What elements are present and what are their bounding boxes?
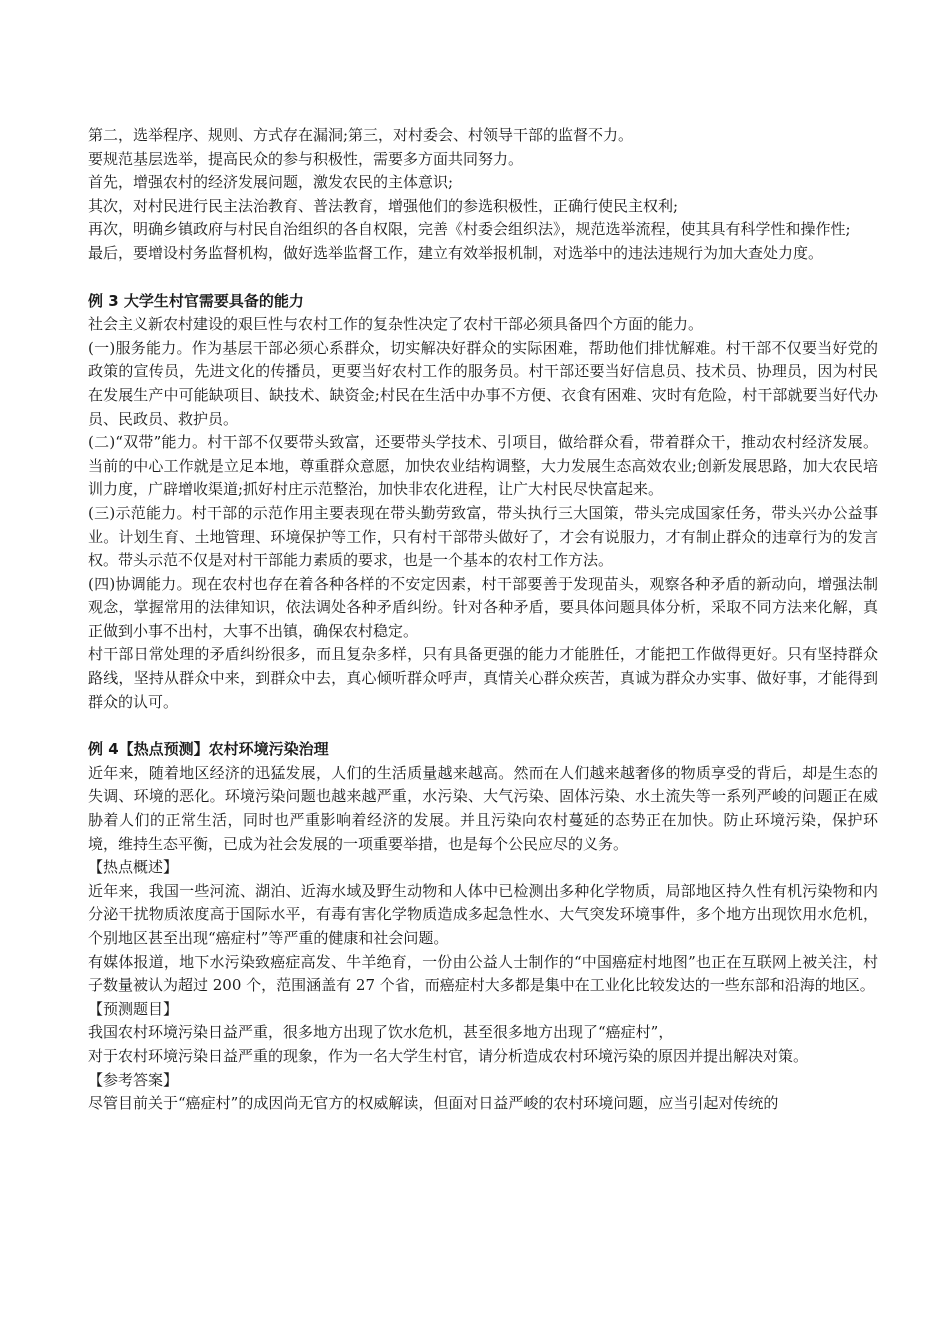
intro-line-2: 要规范基层选举，提高民众的参与积极性，需要多方面共同努力。 bbox=[88, 149, 524, 168]
intro-line-3: 首先，增强农村的经济发展问题，激发农民的主体意识; bbox=[88, 173, 454, 192]
document-page bbox=[88, 124, 878, 1116]
intro-line-6: 最后，要增设村务监督机构，做好选举监督工作，建立有效举报机制，对选举中的违法违规行为加大查处力度。 bbox=[88, 243, 824, 262]
reference-answer-label: 【参考答案】 bbox=[88, 1070, 179, 1089]
example4-paragraph-5: 对于农村环境污染日益严重的现象，作为一名大学生村官，请分析造成农村环境污染的原因并提出解决对策。 bbox=[88, 1046, 809, 1065]
hotspot-overview-label: 【热点概述】 bbox=[88, 858, 179, 877]
intro-line-5: 再次，明确乡镇政府与村民自治组织的各自权限，完善《村委会组织法》，规范选举流程，使其具有科学性和操作性; bbox=[88, 220, 851, 239]
example4-paragraph-2: 近年来，我国一些河流、湖泊、近海水域及野生动物和人体中已检测出多种化学物质，局部地区持久性有机污染物和内分泌干扰物质浓度高于国际水平，有毒有害化学物质造成多起急性水、大气突发环境事件，多个地方出现饮用水危机，个别地区甚至出现“癌症村”等严重的健康和社会问题。 bbox=[88, 881, 878, 947]
example4-paragraph-6: 尽管目前关于“癌症村”的成因尚无官方的权威解读，但面对日益严峻的农村环境问题，应当引起对传统的 bbox=[88, 1094, 779, 1113]
example3-paragraph-2: (一)服务能力。作为基层干部必须心系群众，切实解决好群众的实际困难，帮助他们排忧解难。村干部不仅要当好党的政策的宣传员，先进文化的传播员，更要当好农村工作的服务员。村干部还要当好信息员、技术员、协理员，因为村民在发展生产中可能缺项目、缺技术、缺资金;村民在生活中办事不方便、衣食有困难、灾时有危险，村干部就要当好代办员、民政员、救护员。 bbox=[88, 338, 878, 428]
section-spacer bbox=[88, 266, 878, 290]
example3-paragraph-4: (三)示范能力。村干部的示范作用主要表现在带头勤劳致富，带头执行三大国策，带头完成国家任务，带头兴办公益事业。计划生育、土地管理、环境保护等工作，只有村干部带头做好了，才会有说服力，才有制止群众的违章行为的发言权。带头示范不仅是对村干部能力素质的要求，也是一个基本的农村工作方法。 bbox=[88, 503, 878, 570]
intro-line-4: 其次，对村民进行民主法治教育、普法教育，增强他们的参选积极性，正确行使民主权利; bbox=[88, 196, 679, 215]
example4-paragraph-1: 近年来，随着地区经济的迅猛发展，人们的生活质量越来越高。然而在人们越来越奢侈的物质享受的背后，却是生态的失调、环境的恶化。环境污染问题也越来越严重，水污染、大气污染、固体污染、水土流失等一系列严峻的问题正在威胁着人们的正常生活，同时也严重影响着经济的发展。并且污染向农村蔓延的态势正在加快。防止环境污染，保护环境，维持生态平衡，已成为社会发展的一项重要举措，也是每个公民应尽的义务。 bbox=[88, 763, 878, 853]
example3-heading: 例 3 大学生村官需要具备的能力 bbox=[88, 291, 304, 310]
example3-paragraph-3: (二)“双带”能力。村干部不仅要带头致富，还要带头学技术、引项目，做给群众看，带着群众干，推动农村经济发展。当前的中心工作就是立足本地，尊重群众意愿，加快农业结构调整，大力发展生态高效农业;创新发展思路，加大农民培训力度，广辟增收渠道;抓好村庄示范整治，加快非农化进程，让广大村民尽快富起来。 bbox=[88, 433, 878, 499]
section-spacer bbox=[88, 714, 878, 738]
example3-paragraph-5: (四)协调能力。现在农村也存在着各种各样的不安定因素，村干部要善于发现苗头，观察各种矛盾的新动向，增强法制观念，掌握常用的法律知识，依法调处各种矛盾纠纷。针对各种矛盾，要具体问题具体分析，采取不同方法来化解，真正做到小事不出村，大事不出镇，确保农村稳定。 bbox=[88, 574, 878, 640]
prediction-question-label: 【预测题目】 bbox=[88, 999, 179, 1018]
example3-paragraph-1: 社会主义新农村建设的艰巨性与农村工作的复杂性决定了农村干部必须具备四个方面的能力。 bbox=[88, 315, 704, 334]
example4-paragraph-4: 我国农村环境污染日益严重，很多地方出现了饮水危机，甚至很多地方出现了“癌症村”， bbox=[88, 1023, 674, 1042]
example4-paragraph-3: 有媒体报道，地下水污染致癌症高发、牛羊绝育，一份由公益人士制作的“中国癌症村地图”也正在互联网上被关注，村子数量被认为超过 200 个，范围涵盖有 27 个省，而癌症村大多都是集中在工业化比较发达的一些东部和沿海的地区。 bbox=[88, 952, 878, 995]
intro-line-1: 第二，选举程序、规则、方式存在漏洞;第三，对村委会、村领导干部的监督不力。 bbox=[88, 126, 634, 144]
example3-paragraph-6: 村干部日常处理的矛盾纠纷很多，而且复杂多样，只有具备更强的能力才能胜任，才能把工作做得更好。只有坚持群众路线，坚持从群众中来，到群众中去，真心倾听群众呼声，真情关心群众疾苦，真诚为群众办实事、做好事，才能得到群众的认可。 bbox=[88, 645, 878, 711]
example4-heading: 例 4【热点预测】农村环境污染治理 bbox=[88, 740, 329, 759]
